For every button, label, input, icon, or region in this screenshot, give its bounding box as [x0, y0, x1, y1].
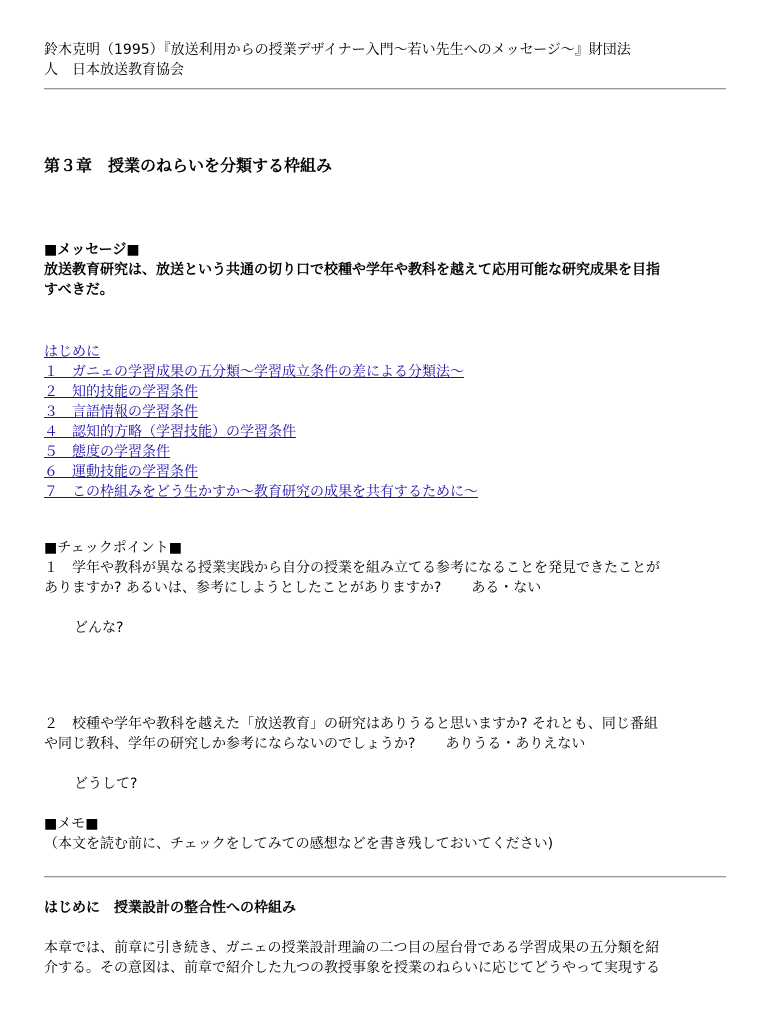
- message-heading: ■メッセージ■: [44, 242, 140, 258]
- checkpoint-q2-followup: どうして?: [74, 776, 138, 792]
- checkpoint-q2-line-2: [44, 734, 726, 754]
- toc-link-2[interactable]: ２ 知的技能の学習条件: [44, 384, 198, 400]
- section-body-line-2: 介する。その意図は、前章で紹介した九つの教授事象を授業のねらいに応じてどうやって実現する: [44, 960, 660, 976]
- checkpoint-q2-line-1: ２ 校種や学年や教科を越えた「放送教育」の研究はありうると思いますか? それとも、同じ番組: [44, 716, 658, 732]
- memo-heading: ■メモ■: [44, 816, 99, 832]
- checkpoint-q2-choices: ありうる・ありえない: [445, 736, 586, 752]
- chapter-title: 第３章 授業のねらいを分類する枠組み: [44, 156, 333, 175]
- section-body-line-1: 本章では、前章に引き続き、ガニェの授業設計理論の二つ目の屋台骨である学習成果の五分類を紹: [44, 940, 660, 956]
- divider-top: [44, 88, 726, 90]
- citation-line-1: 鈴木克明（1995）『放送利用からの授業デザイナー入門～若い先生へのメッセージ～』財団法: [44, 42, 631, 58]
- toc-link-3[interactable]: ３ 言語情報の学習条件: [44, 404, 198, 420]
- checkpoint-heading: ■チェックポイント■: [44, 540, 183, 556]
- checkpoint-q1-choices: ある・ない: [471, 580, 542, 596]
- toc-link-4[interactable]: ４ 認知的方略（学習技能）の学習条件: [44, 424, 296, 440]
- citation-line-2: 人 日本放送教育協会: [44, 62, 184, 78]
- divider-bottom: [44, 876, 726, 878]
- table-of-contents: [44, 342, 726, 502]
- memo-body: （本文を読む前に、チェックをしてみての感想などを書き残しておいてください): [44, 836, 554, 852]
- citation: [44, 40, 726, 80]
- checkpoint-q1-text: ありますか? あるいは、参考にしようとしたことがありますか?: [44, 580, 442, 596]
- checkpoint-q2-text: や同じ教科、学年の研究しか参考にならないのでしょうか?: [44, 736, 416, 752]
- checkpoint-q1-line-2: [44, 578, 726, 598]
- checkpoint-q1-followup: どんな?: [74, 620, 124, 636]
- toc-link-5[interactable]: ５ 態度の学習条件: [44, 444, 170, 460]
- message-body-line-1: 放送教育研究は、放送という共通の切り口で校種や学年や教科を越えて応用可能な研究成果を目指: [44, 262, 660, 278]
- toc-link-1[interactable]: １ ガニェの学習成果の五分類～学習成立条件の差による分類法～: [44, 364, 464, 380]
- section-heading: はじめに 授業設計の整合性への枠組み: [44, 900, 296, 916]
- toc-link-intro[interactable]: はじめに: [44, 344, 100, 360]
- toc-link-7[interactable]: ７ この枠組みをどう生かすか～教育研究の成果を共有するために～: [44, 484, 478, 500]
- toc-link-6[interactable]: ６ 運動技能の学習条件: [44, 464, 198, 480]
- checkpoint-q1-line-1: １ 学年や教科が異なる授業実践から自分の授業を組み立てる参考になることを発見できたことが: [44, 560, 660, 576]
- message-body-line-2: すべきだ。: [44, 282, 114, 298]
